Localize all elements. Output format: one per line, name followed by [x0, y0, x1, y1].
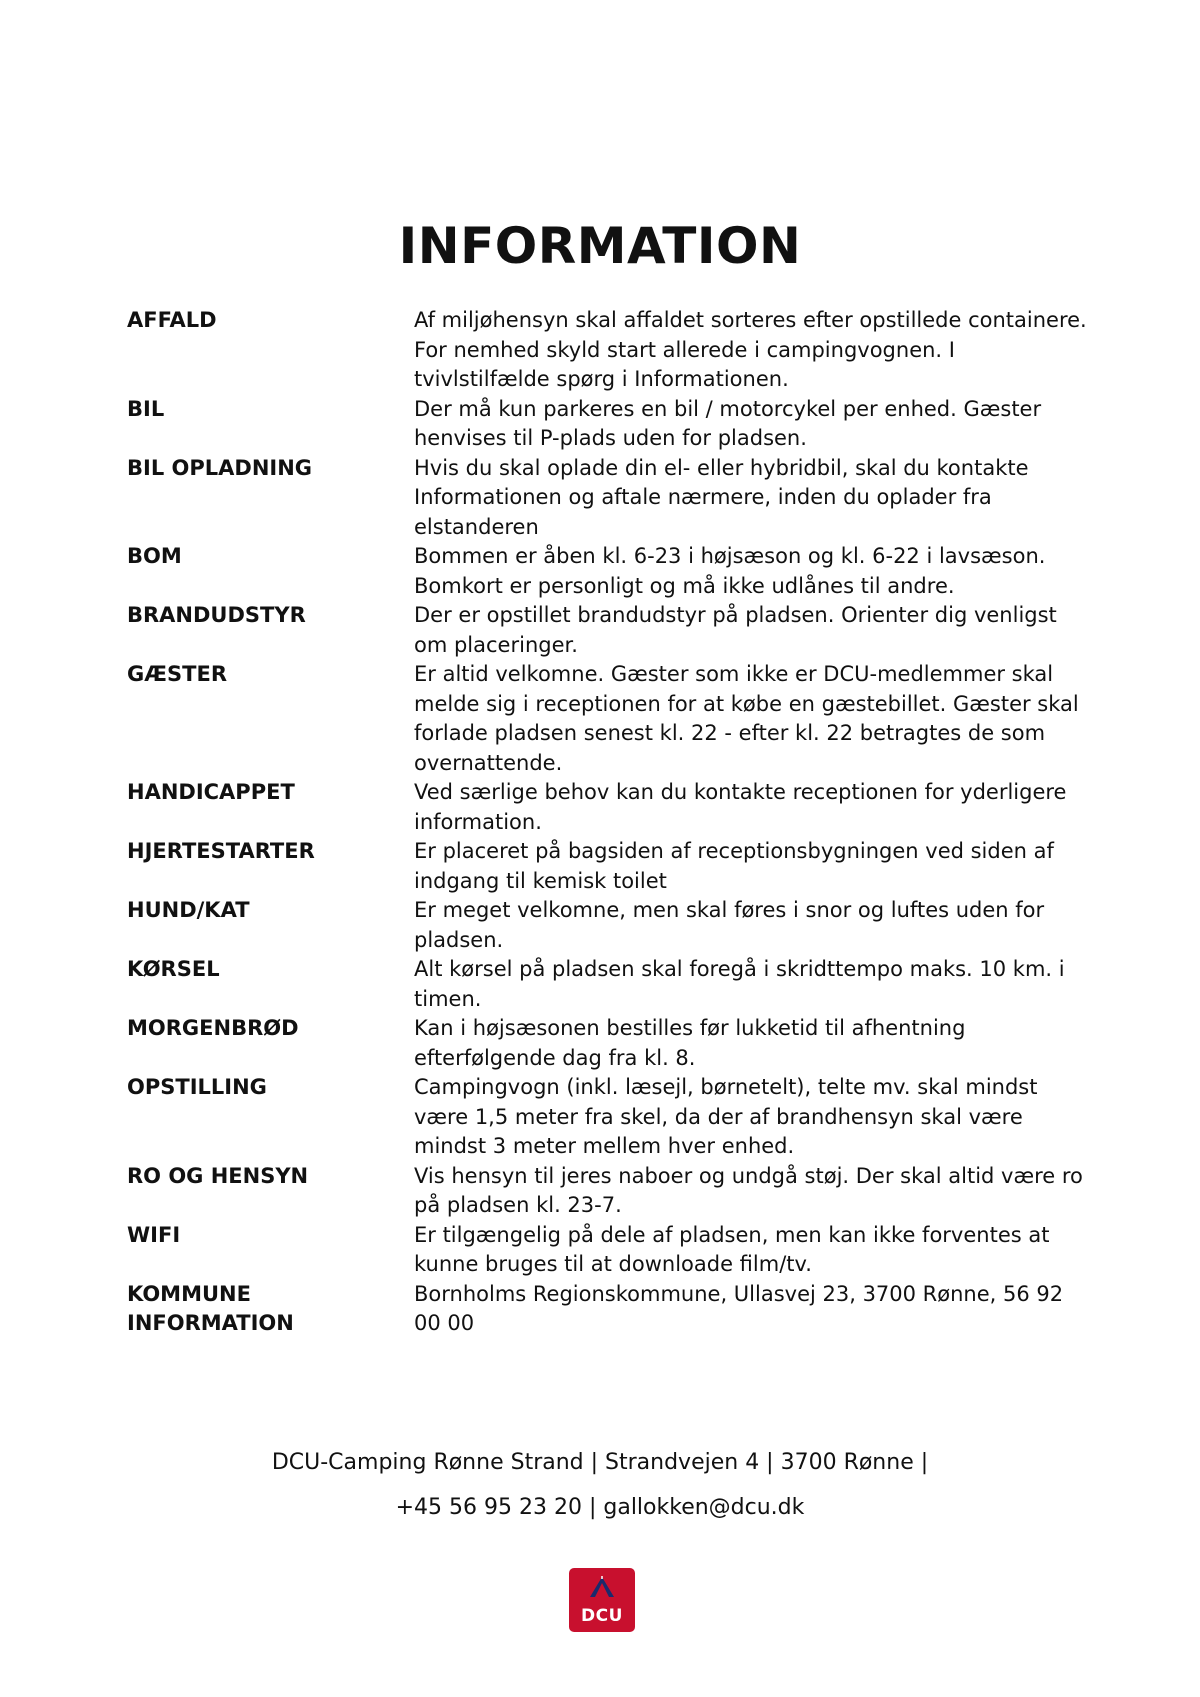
info-row: [127, 395, 1087, 454]
info-description: Der er opstillet brandudstyr på pladsen. Orienter dig venligst om placeringer.: [414, 603, 1057, 657]
page-title: INFORMATION: [398, 216, 802, 275]
info-term: BRANDUDSTYR: [127, 603, 306, 627]
info-description: Der må kun parkeres en bil / motorcykel per enhed. Gæster henvises til P-plads uden for pladsen.: [414, 396, 1042, 450]
info-description: Er placeret på bagsiden af receptionsbygningen ved siden af indgang til kemisk toilet: [414, 839, 1054, 893]
logo-text: DCU: [581, 1606, 623, 1626]
info-term: HANDICAPPET: [127, 780, 295, 804]
info-term: BIL: [127, 396, 165, 421]
info-term: RO OG HENSYN: [127, 1163, 309, 1188]
info-description: Bornholms Regionskommune, Ullasvej 23, 3700 Rønne, 56 92 00 00: [414, 1281, 1064, 1335]
info-description: Vis hensyn til jeres naboer og undgå støj. Der skal altid være ro på pladsen kl. 23-7.: [414, 1163, 1083, 1217]
info-row: [127, 306, 1087, 395]
info-row: [127, 542, 1087, 601]
info-term: WIFI: [127, 1222, 181, 1247]
info-description: Ved særlige behov kan du kontakte receptionen for yderligere information.: [414, 780, 1067, 834]
info-description: Campingvogn (inkl. læsejl, børnetelt), telte mv. skal mindst være 1,5 meter fra skel, da der af brandhensyn skal være mindst 3 meter mellem hver enhed.: [414, 1075, 1038, 1158]
info-term: KØRSEL: [127, 957, 220, 981]
info-row: [127, 896, 1087, 955]
footer-address: DCU-Camping Rønne Strand | Strandvejen 4 | 3700 Rønne |: [271, 1450, 929, 1475]
info-row: [127, 1221, 1087, 1280]
info-term: KOMMUNE INFORMATION: [127, 1281, 294, 1335]
info-description: Er altid velkomne. Gæster som ikke er DCU-medlemmer skal melde sig i receptionen for at købe en gæstebillet. Gæster skal forlade pladsen senest kl. 22 - efter kl. 22 betragtes de som overnattende.: [414, 662, 1079, 775]
info-row: [127, 778, 1087, 837]
info-description: Hvis du skal oplade din el- eller hybridbil, skal du kontakte Informationen og aftale nærmere, inden du oplader fra elstanderen: [414, 455, 1029, 539]
info-description: Er meget velkomne, men skal føres i snor og luftes uden for pladsen.: [414, 898, 1045, 952]
info-row: [127, 660, 1087, 778]
info-description: Er tilgængelig på dele af pladsen, men kan ikke forventes at kunne bruges til at downloade film/tv.: [414, 1222, 1050, 1276]
info-description: Kan i højsæsonen bestilles før lukketid til afhentning efterfølgende dag fra kl. 8.: [414, 1016, 966, 1070]
info-term: HJERTESTARTER: [127, 839, 315, 863]
info-row: [127, 1280, 1087, 1339]
info-term: MORGENBRØD: [127, 1016, 299, 1040]
info-term: HUND/KAT: [127, 898, 250, 922]
info-description: Alt kørsel på pladsen skal foregå i skridttempo maks. 10 km. i timen.: [414, 957, 1065, 1011]
info-term: AFFALD: [127, 308, 217, 332]
info-description: Af miljøhensyn skal affaldet sorteres efter opstillede containere. For nemhed skyld start allerede i campingvognen. I tvivlstilfælde spørg i Informationen.: [414, 308, 1087, 391]
info-list: [127, 306, 1087, 1339]
footer-contact: +45 56 95 23 20 | gallokken@dcu.dk: [395, 1495, 805, 1520]
info-row: [127, 955, 1087, 1014]
info-row: [127, 1014, 1087, 1073]
info-description: Bommen er åben kl. 6-23 i højsæson og kl. 6-22 i lavsæson. Bomkort er personligt og må ikke udlånes til andre.: [414, 544, 1046, 598]
info-row: [127, 837, 1087, 896]
info-term: GÆSTER: [127, 662, 227, 686]
info-row: [127, 1073, 1087, 1162]
info-term: BOM: [127, 544, 182, 568]
info-row: [127, 1162, 1087, 1221]
info-row: [127, 601, 1087, 660]
tent-icon: [589, 1576, 615, 1598]
info-term: OPSTILLING: [127, 1075, 267, 1099]
info-term: BIL OPLADNING: [127, 455, 313, 480]
info-row: [127, 454, 1087, 543]
dcu-logo: [569, 1568, 635, 1632]
